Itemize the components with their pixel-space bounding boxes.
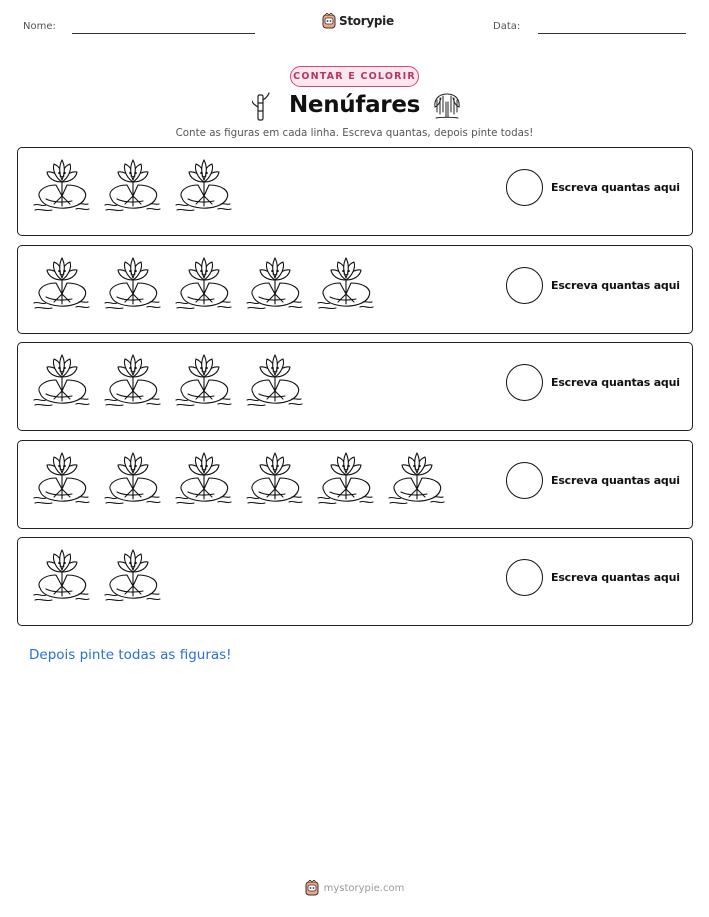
answer-label: Escreva quantas aqui — [551, 278, 680, 292]
water-lily-icon[interactable] — [32, 451, 92, 511]
answer-label: Escreva quantas aqui — [551, 571, 680, 584]
water-lily-icon[interactable] — [387, 451, 447, 511]
water-lily-icon[interactable] — [32, 158, 92, 218]
water-lily-icon[interactable] — [32, 548, 92, 608]
answer-circle[interactable] — [506, 559, 543, 596]
water-lily-icon[interactable] — [103, 451, 163, 511]
water-lily-icon[interactable] — [103, 256, 163, 316]
counting-rows — [17, 147, 693, 635]
counting-row-4 — [17, 440, 693, 529]
water-lily-icon[interactable] — [103, 353, 163, 413]
instructions: Conte as figuras em cada linha. Escreva quantas, depois pinte todas! — [175, 127, 534, 139]
water-lily-icon[interactable] — [103, 158, 163, 218]
date-field-line[interactable] — [538, 33, 686, 34]
answer-circle[interactable] — [506, 169, 543, 206]
water-lily-icon[interactable] — [245, 451, 305, 511]
flower-group — [32, 353, 305, 413]
flower-group — [32, 451, 447, 511]
counting-row-3 — [17, 342, 693, 431]
counting-row-5 — [17, 537, 693, 626]
water-lily-icon[interactable] — [32, 256, 92, 316]
title-row — [0, 90, 709, 124]
water-lily-icon[interactable] — [103, 548, 163, 608]
water-lily-icon[interactable] — [174, 158, 234, 218]
counting-row-2 — [17, 245, 693, 334]
water-lily-icon[interactable] — [245, 353, 305, 413]
name-field-line[interactable] — [72, 33, 255, 34]
water-lily-icon[interactable] — [174, 451, 234, 511]
storypie-logo — [322, 13, 394, 29]
answer-label: Escreva quantas aqui — [551, 181, 680, 194]
water-lily-icon[interactable] — [174, 256, 234, 316]
water-lily-icon[interactable] — [174, 353, 234, 413]
storypie-mascot-icon — [322, 13, 336, 29]
page-title: Nenúfares — [288, 92, 421, 118]
site-footer — [0, 880, 709, 896]
date-label: Data: — [493, 21, 521, 32]
flower-group — [32, 256, 376, 316]
activity-badge: CONTAR E COLORIR — [290, 66, 419, 87]
water-lily-icon[interactable] — [32, 353, 92, 413]
water-lily-icon[interactable] — [316, 451, 376, 511]
flower-group — [32, 158, 234, 218]
answer-circle[interactable] — [506, 462, 543, 499]
answer-label: Escreva quantas aqui — [551, 376, 680, 389]
water-lily-icon[interactable] — [245, 256, 305, 316]
logo-text: Storypie — [339, 14, 394, 28]
flower-group — [32, 548, 163, 608]
storypie-mascot-icon — [305, 880, 319, 896]
name-label: Nome: — [23, 21, 56, 32]
worksheet-header — [0, 0, 709, 45]
answer-label: Escreva quantas aqui — [551, 473, 680, 487]
answer-circle[interactable] — [506, 364, 543, 401]
site-url[interactable]: mystorypie.com — [323, 882, 405, 894]
footer-note: Depois pinte todas as figuras! — [29, 647, 232, 663]
answer-circle[interactable] — [506, 267, 543, 304]
willow-tree-icon — [432, 90, 462, 120]
water-lily-icon[interactable] — [316, 256, 376, 316]
counting-row-1 — [17, 147, 693, 236]
